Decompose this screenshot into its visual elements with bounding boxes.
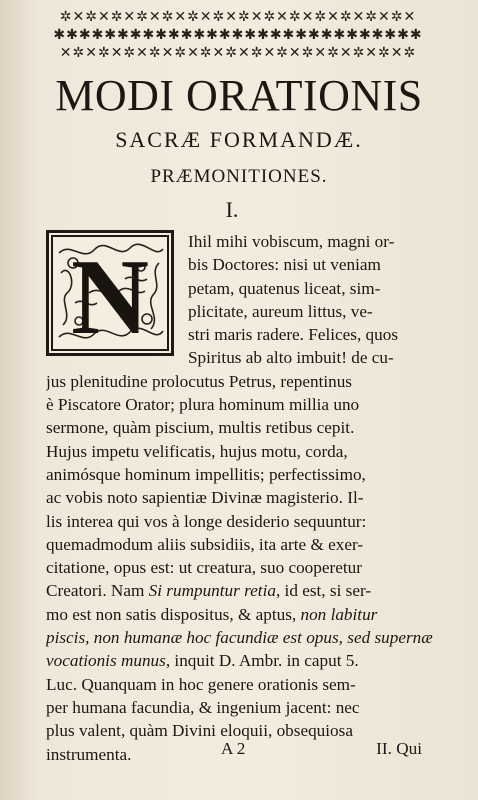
- text-line: Ihil mihi vobiscum, magni or-: [188, 232, 395, 251]
- ornament-row-top: ✲✕✲✕✲✕✲✕✲✕✲✕✲✕✲✕✲✕✲✕✲✕✲✕✲✕✲✕: [59, 9, 417, 25]
- catchword: II. Qui: [376, 739, 422, 758]
- text-line: ac vobis noto sapientiæ Divinæ magisterio. Il-: [46, 488, 364, 508]
- ornament-row-bottom: ✕✲✕✲✕✲✕✲✕✲✕✲✕✲✕✲✕✲✕✲✕✲✕✲✕✲✕✲: [59, 45, 417, 61]
- text-run: , inquit D. Ambr. in caput 5.: [165, 651, 359, 671]
- text-line: instrumenta.: [46, 744, 132, 764]
- text-line: bis Doctores: nisi ut veniam: [188, 255, 381, 275]
- text-line: plus valent, quàm Divini eloquii, obsequiosa: [46, 721, 353, 741]
- text-line: [46, 579, 436, 602]
- text-line: sermone, quàm piscium, multis retibus cepit.: [46, 418, 355, 438]
- page-subtitle: SACRÆ FORMANDÆ.: [115, 127, 363, 152]
- page-title: MODI ORATIONIS: [55, 71, 423, 120]
- ornament-headpiece: [34, 8, 442, 68]
- text-line: plicitate, aureum littus, ve-: [188, 301, 373, 321]
- text-line: Spiritus ab alto imbuit! de cu-: [188, 348, 394, 368]
- section-number: I.: [225, 197, 239, 222]
- text-run: mo est non satis dispositus, & aptus,: [46, 604, 297, 624]
- text-run: Creatori. Nam: [46, 581, 145, 601]
- page-footer: [46, 737, 436, 761]
- text-line: petam, quatenus liceat, sim-: [188, 278, 381, 298]
- text-line: jus plenitudine prolocutus Petrus, repentinus: [46, 371, 352, 391]
- text-line: citatione, opus est: ut creatura, suo cooperetur: [46, 558, 362, 578]
- text-line: Luc. Quanquam in hoc genere orationis sem-: [46, 674, 356, 694]
- italic-quote: non labitur: [300, 604, 378, 624]
- text-line: è Piscatore Orator; plura hominum millia uno: [46, 395, 360, 415]
- italic-quote: sed supernæ: [347, 628, 433, 648]
- text-line: [46, 626, 436, 649]
- text-line: quemadmodum aliis subsidiis, ita arte & exer-: [46, 534, 364, 554]
- text-line: animósque hominum impellitis; perfectissimo,: [46, 464, 366, 484]
- text-line: [46, 603, 436, 626]
- body-text: [46, 230, 436, 766]
- text-run: , id est, si ser-: [275, 581, 372, 601]
- section-heading: PRÆMONITIONES.: [150, 166, 328, 187]
- text-line: per humana facundia, & ingenium jacent: nec: [46, 697, 360, 717]
- text-line: stri maris radere. Felices, quos: [188, 325, 399, 345]
- drop-cap-letter: N: [71, 238, 149, 353]
- text-line: Hujus impetu velificatis, hujus motu, corda,: [46, 441, 348, 461]
- italic-quote: vocationis munus: [46, 651, 166, 671]
- ornament-row-middle: ✱✱✱✱✱✱✱✱✱✱✱✱✱✱✱✱✱✱✱✱✱✱✱✱✱✱✱✱✱: [53, 27, 423, 43]
- text-line: lis interea qui vos à longe desiderio sequuntur:: [46, 511, 367, 531]
- text-line: [46, 649, 436, 672]
- italic-quote: Si rumpuntur retia: [148, 581, 276, 601]
- signature-mark: A 2: [221, 739, 246, 758]
- italic-quote: piscis, non humanæ hoc facundiæ est opus,: [46, 628, 343, 648]
